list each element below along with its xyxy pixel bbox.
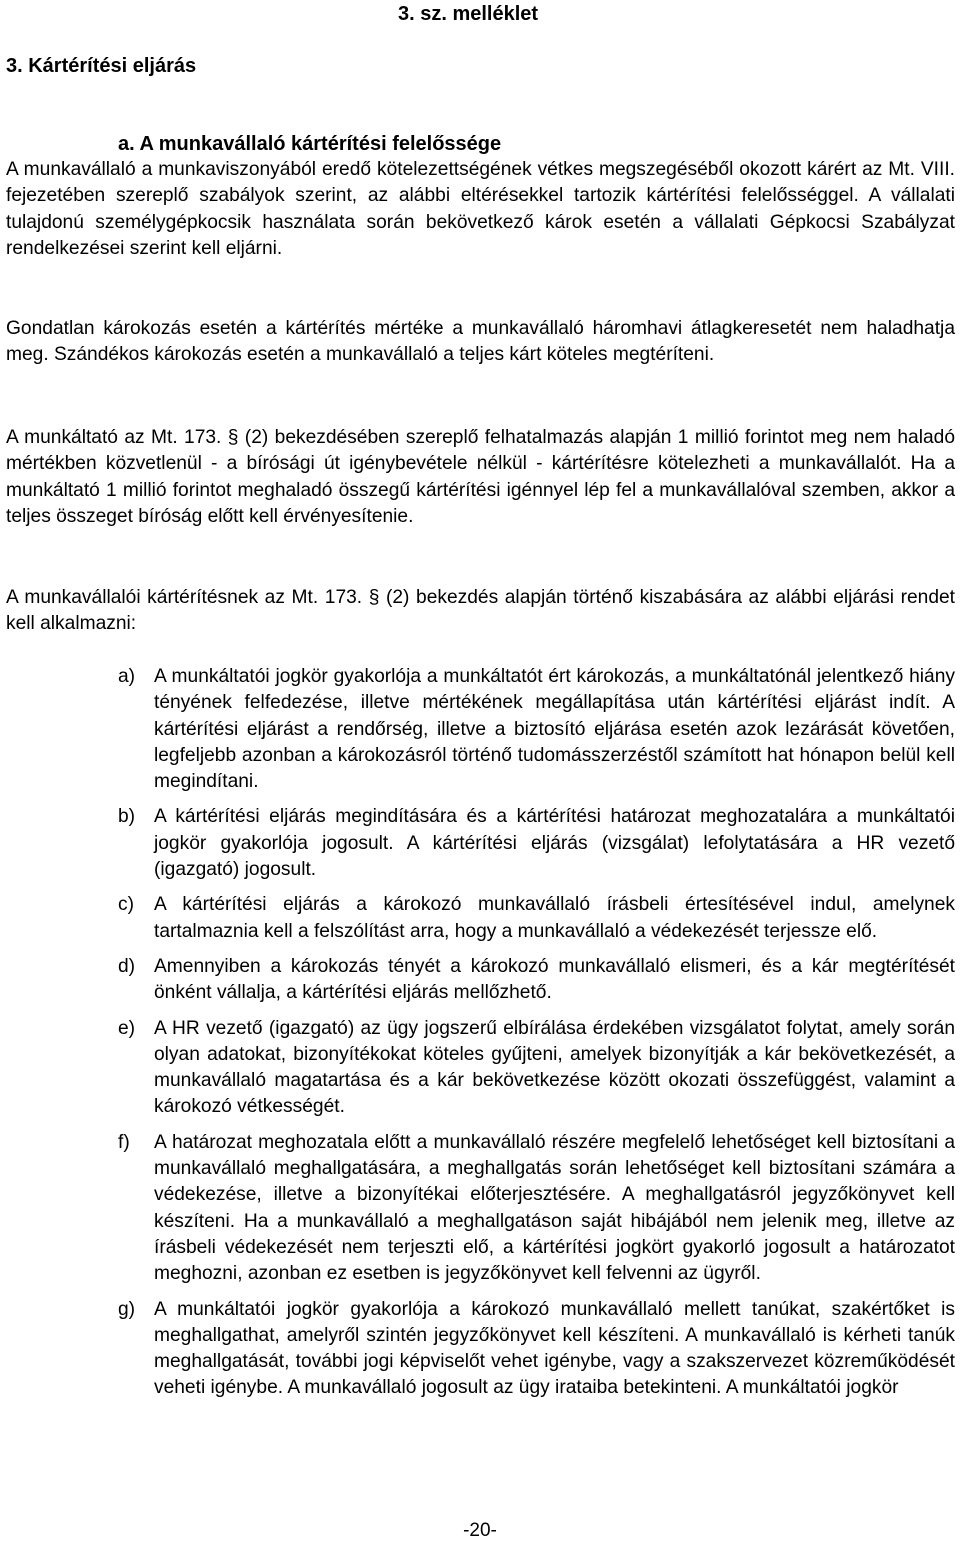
list-item-text: A határozat meghozatala előtt a munkavállaló részére megfelelő lehetőséget kell biztosítani a munkavállaló meghallgatására, a meghallgatás során lehetőséget kell biztosítani számára a védekezése, illetve a bizonyítékai előterjesztésére. A meghallgatásról jegyzőkönyvet kell készíteni. Ha a munkavállaló a meghallgatáson saját hibájából nem jelenik meg, illetve az írásbeli védekezését nem terjeszti elő, a kártérítési jogkört gyakorló jogosult a határozatot meghozni, azonban ez esetben is jegyzőkönyvet kell felvenni az ügyről.	[154, 1131, 955, 1285]
list-marker: f)	[118, 1131, 130, 1153]
list-item	[118, 1130, 955, 1288]
list-marker: d)	[118, 955, 136, 977]
paragraph-procedure-intro: A munkavállalói kártérítésnek az Mt. 173. § (2) bekezdés alapján történő kiszabására az alábbi eljárási rendet kell alkalmazni:	[6, 587, 955, 635]
list-item-text: A kártérítési eljárás megindítására és a kártérítési határozat meghozatalára a munkáltatói jogkör gyakorlója jogosult. A kártérítési eljárás (vizsgálat) lefolytatására a HR vezető (igazgató) jogosult.	[154, 806, 955, 881]
subsection-title: a. A munkavállaló kártérítési felelőssége	[118, 133, 502, 155]
list-item	[118, 954, 955, 1007]
list-item	[118, 804, 955, 883]
list-item-text: A HR vezető (igazgató) az ügy jogszerű elbírálása érdekében vizsgálatot folytat, amely során olyan adatokat, bizonyítékokat köteles gyűjteni, amelyek bizonyítják a kár bekövetkezését, a munkavállaló magatartása és a kár bekövetkezése között okozati összefüggést, valamint a károkozó vétkességét.	[154, 1017, 955, 1118]
annex-label: 3. sz. melléklet	[398, 3, 539, 25]
list-item	[118, 1016, 955, 1121]
list-marker: g)	[118, 1298, 136, 1320]
list-item-text: A kártérítési eljárás a károkozó munkavállaló írásbeli értesítésével indul, amelynek tartalmaznia kell a felszólítást arra, hogy a munkavállaló a védekezését terjessze elő.	[154, 894, 955, 942]
list-marker: c)	[118, 894, 134, 916]
list-item-text: A munkáltatói jogkör gyakorlója a károkozó munkavállaló mellett tanúkat, szakértőket is meghallgathat, amelyről szintén jegyzőkönyvet kell készíteni. A munkavállaló is kérheti tanúk meghallgatását, további jogi képviselőt vehet igénybe, vagy a szakszervezet közreműködését veheti igénybe. A munkavállaló jogosult az ügy irataiba betekinteni. A munkáltatói jogkör	[154, 1298, 955, 1399]
list-item-text: Amennyiben a károkozás tényét a károkozó munkavállaló elismeri, és a kár megtérítését önként vállalja, a kártérítési eljárás mellőzhető.	[154, 955, 955, 1004]
list-marker: e)	[118, 1017, 136, 1039]
list-item	[118, 892, 955, 945]
paragraph-liability: A munkavállaló a munkaviszonyából eredő kötelezettségének vétkes megszegéséből okozott kárért az Mt. VIII. fejezetében szereplő szabályok szerint, az alábbi eltérésekkel tartozik kártérítési felelősséggel. A vállalati tulajdonú személygépkocsik használata során bekövetkező károk esetén a vállalati Gépkocsi Szabályzat rendelkezései szerint kell eljárni.	[6, 159, 955, 259]
list-marker: b)	[118, 806, 136, 828]
page-number: -20-	[463, 1520, 497, 1541]
list-item	[118, 1297, 955, 1402]
paragraph-employer-authority: A munkáltató az Mt. 173. § (2) bekezdésében szereplő felhatalmazás alapján 1 millió forintot meg nem haladó mértékben közvetlenül - a bírósági út igénybevétele nélkül - kártérítésre kötelezheti a munkavállalót. Ha a munkáltató 1 millió forintot meghaladó összegű kártérítési igénnyel lép fel a munkavállalóval szemben, akkor a teljes összeget bíróság előtt kell érvényesítenie.	[6, 427, 955, 527]
list-item	[118, 664, 955, 795]
procedure-list	[118, 664, 955, 1411]
paragraph-negligence: Gondatlan károkozás esetén a kártérítés mértéke a munkavállaló háromhavi átlagkeresetét nem haladhatja meg. Szándékos károkozás esetén a munkavállaló a teljes kárt köteles megtéríteni.	[6, 318, 955, 366]
section-title: 3. Kártérítési eljárás	[6, 55, 197, 77]
list-item-text: A munkáltatói jogkör gyakorlója a munkáltatót ért károkozás, a munkáltatónál jelentkező hiány tényének felfedezése, illetve mértékének megállapítása után kártérítési eljárást indít. A kártérítési eljárást a rendőrség, illetve a biztosító eljárása esetén azok lezárását követően, legfeljebb azonban a károkozásról történő tudomásszerzéstől számított hat hónapon belül kell megindítani.	[154, 666, 955, 793]
list-marker: a)	[118, 666, 136, 687]
